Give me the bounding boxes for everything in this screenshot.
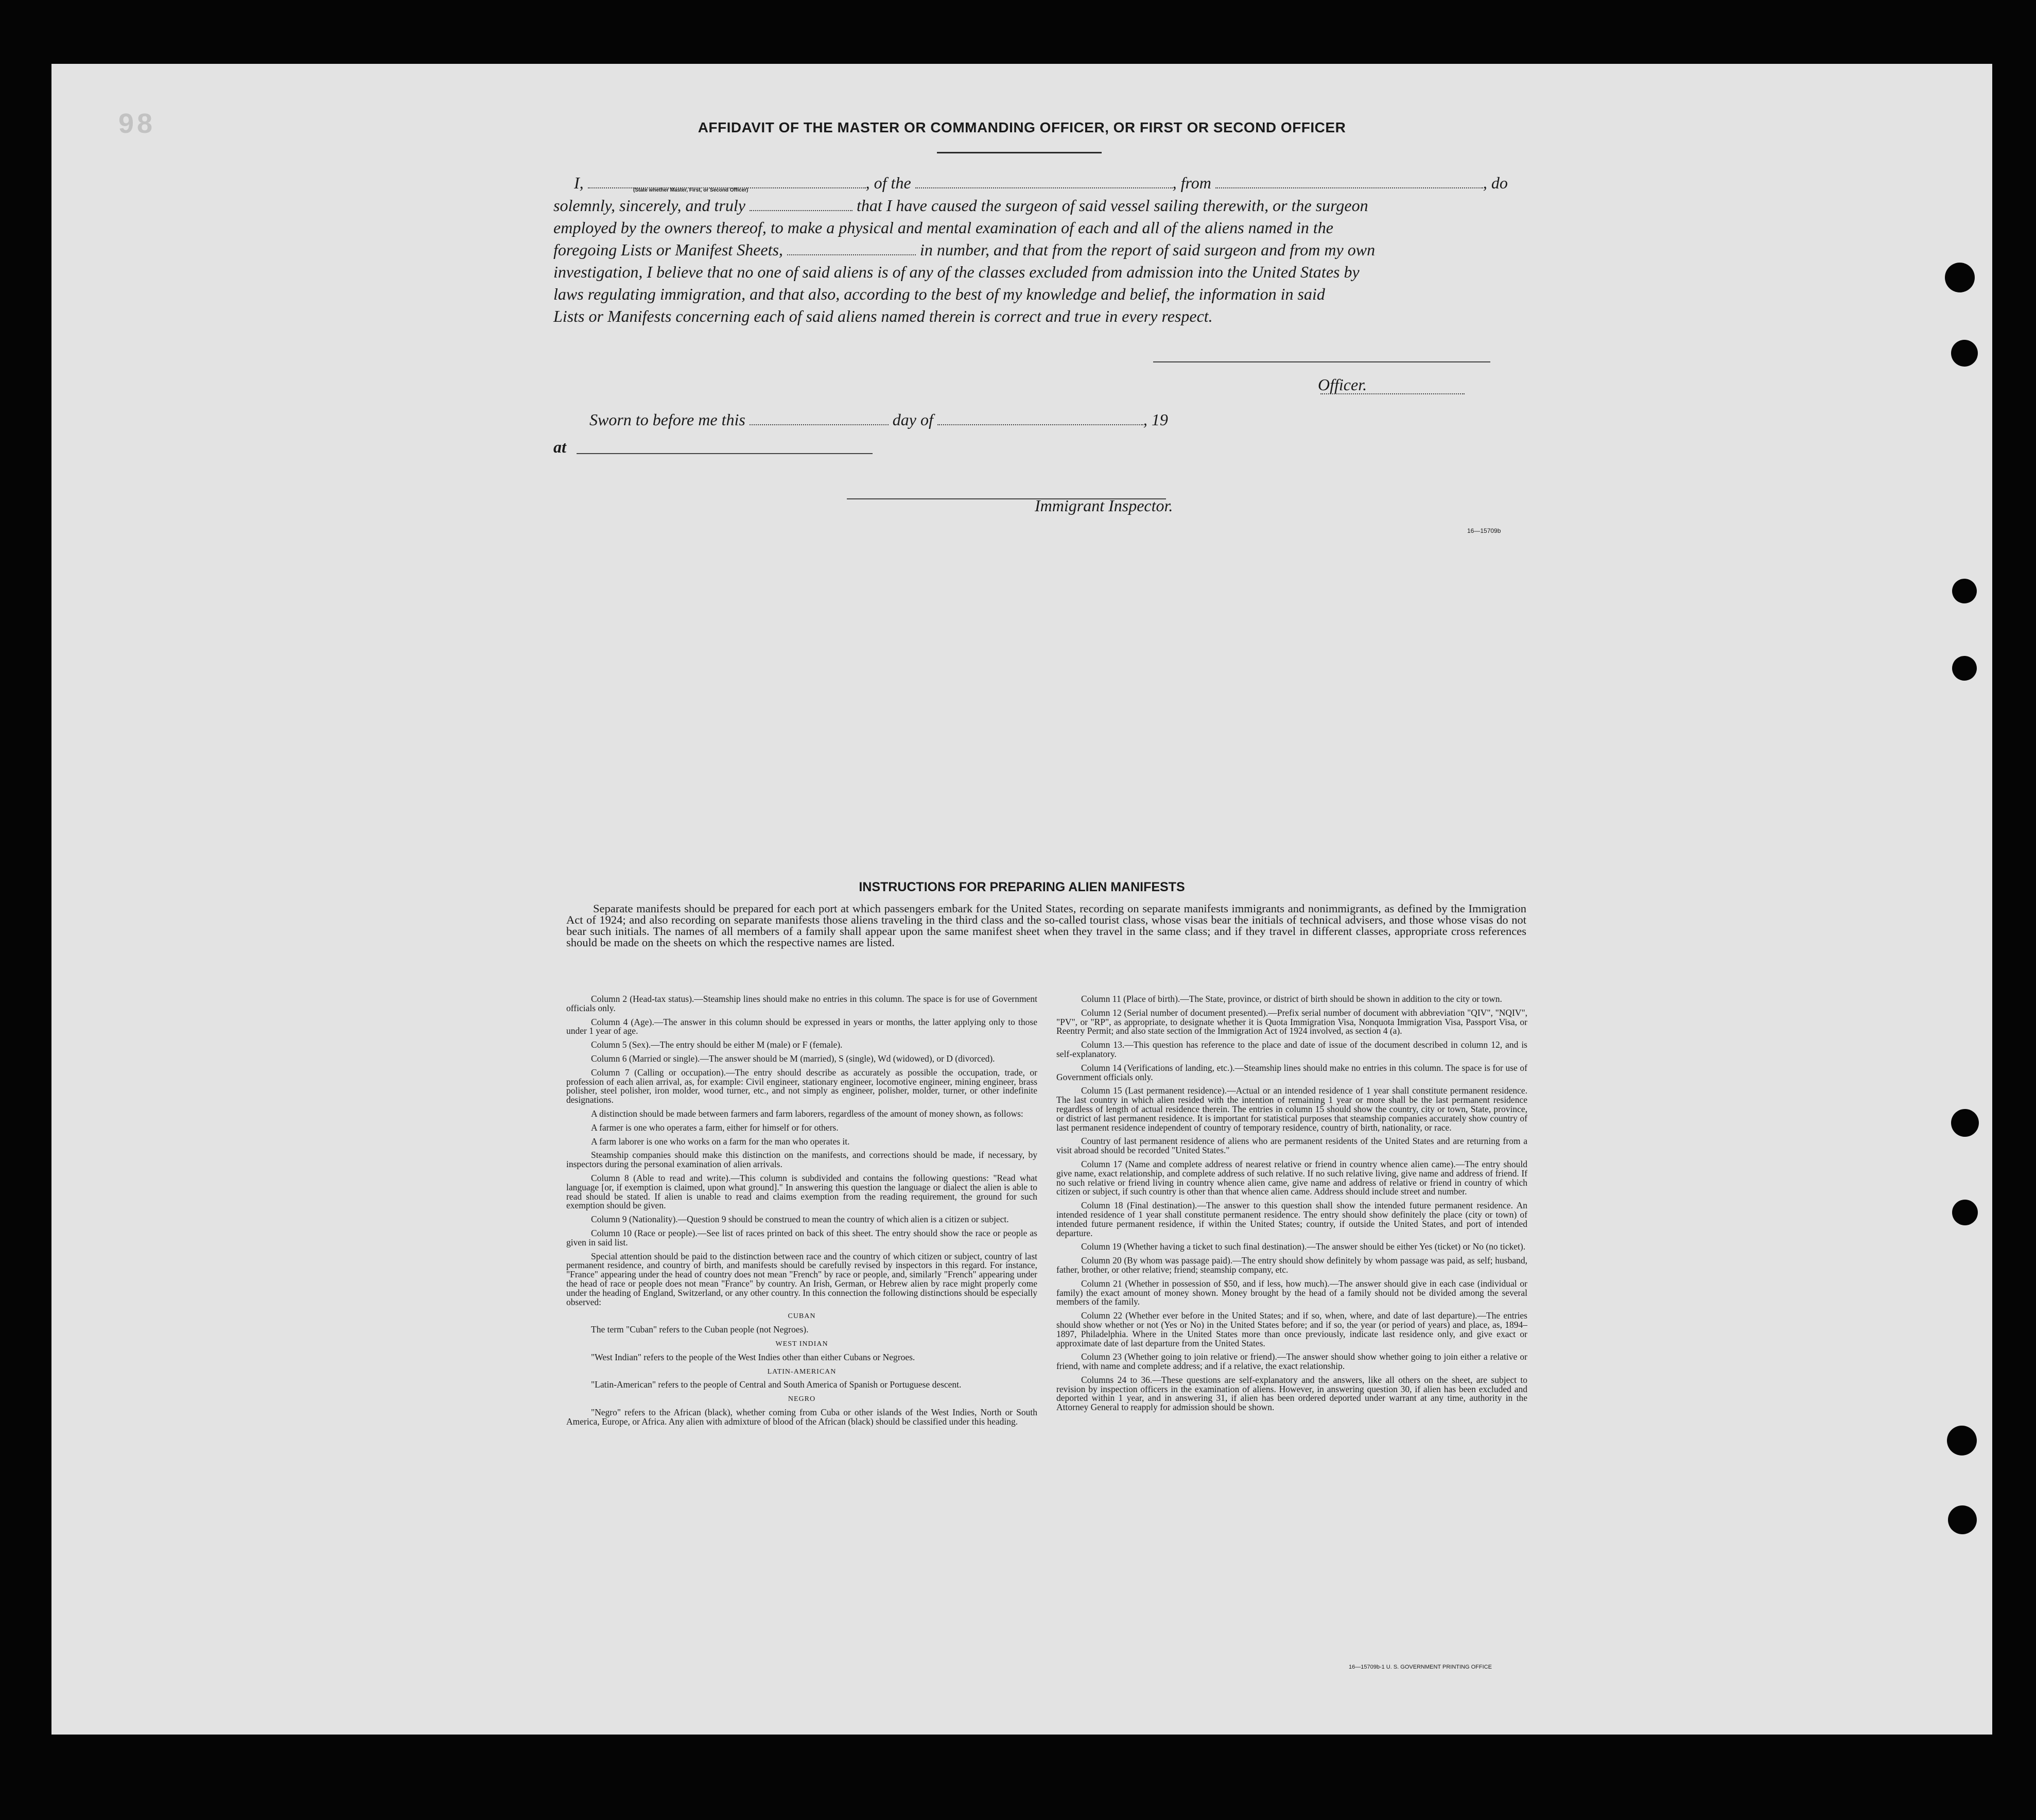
instructions-left-column bbox=[566, 995, 1037, 1431]
officer-rank-blank[interactable] bbox=[588, 173, 866, 188]
sheet-count-blank[interactable] bbox=[787, 240, 916, 255]
sworn-line: Sworn to before me this day of , 19 bbox=[589, 410, 1168, 429]
affidavit-line-6: laws regulating immigration, and that also, according to the best of my knowledge and belief, the information in said bbox=[553, 285, 1325, 303]
negro-definition: "Negro" refers to the African (black), whether coming from Cuba or other islands of the West Indies, North or South America, Europe, or Africa. Any alien with admixture of blood of the African (black) should be classified under this heading. bbox=[566, 1407, 1037, 1427]
punch-hole-icon bbox=[1952, 579, 1977, 603]
punch-hole-icon bbox=[1951, 340, 1978, 367]
instructions-title: INSTRUCTIONS FOR PREPARING ALIEN MANIFESTS bbox=[859, 880, 1185, 894]
printing-office-footnote: 16—15709b-1 U. S. GOVERNMENT PRINTING OFFICE bbox=[1349, 1664, 1492, 1670]
inspector-label: Immigrant Inspector. bbox=[1035, 496, 1173, 515]
state-whether-note: (State whether Master, First, or Second Officer) bbox=[633, 187, 749, 193]
punch-hole-icon bbox=[1952, 656, 1977, 681]
affidavit-line-5: investigation, I believe that no one of said aliens is of any of the classes excluded from admission into the United States by bbox=[553, 263, 1360, 281]
cuban-definition: The term "Cuban" refers to the Cuban people (not Negroes). bbox=[591, 1324, 809, 1335]
title-rule bbox=[937, 152, 1102, 153]
instruction-paragraph: Column 23 (Whether going to join relative or friend).—The answer should show whether going to join either a relative or friend, with name and complete address; and if a relative, the exact relationship. bbox=[1056, 1351, 1527, 1372]
form-number: 16—15709b bbox=[1467, 527, 1501, 534]
sworn-month-blank[interactable] bbox=[937, 410, 1143, 425]
affidavit-title: AFFIDAVIT OF THE MASTER OR COMMANDING OFFICER, OR FIRST OR SECOND OFFICER bbox=[698, 119, 1346, 135]
negro-heading: NEGRO bbox=[788, 1395, 816, 1403]
instruction-paragraph: Column 6 (Married or single).—The answer should be M (married), S (single), Wd (widowed), or D (divorced). bbox=[591, 1053, 995, 1064]
manifest-sheet bbox=[51, 64, 1992, 1735]
instruction-paragraph: A farm laborer is one who works on a farm for the man who operates it. bbox=[591, 1136, 850, 1147]
affidavit-line-3: employed by the owners thereof, to make a physical and mental examination of each and all of the aliens named in the bbox=[553, 218, 1333, 237]
cuban-heading: CUBAN bbox=[788, 1312, 816, 1321]
instruction-paragraph: Column 18 (Final destination).—The answer to this question shall show the intended future permanent residence. An intended residence of 1 year shall constitute permanent residence. The entry should show definitely the place (city or town) of intended future permanent residence, if within the United States; country, if outside the United States, and port of intended departure. bbox=[1056, 1200, 1527, 1238]
instruction-paragraph: Column 12 (Serial number of document presented).—Prefix serial number of document with abbreviation "QIV", "NQIV", "PV", or "RP", as appropriate, to designate whether it is Quota Immigration Visa, Nonquota Immigration Visa, Passport Visa, or Reentry Permit; and also state section of the Immigration Act of 1924 involved, as section 4 (a). bbox=[1056, 1007, 1527, 1036]
instructions-intro: Separate manifests should be prepared for each port at which passengers embark for the United States, recording on separate manifests immigrants and nonimmigrants, as defined by the Immigration Act of 1924; and also recording on separate manifests those aliens traveling in the third class and the so-called tourist class, whose visas bear the initials of technical advisers, and those whose visas do not bear such initials. The names of all members of a family shall appear upon the same manifest sheet when they travel in the same class; and if they travel in different classes, appropriate cross references should be made on the sheets on which the respective names are listed. bbox=[566, 902, 1526, 949]
instruction-paragraph: Steamship companies should make this distinction on the manifests, and corrections should be made, if necessary, by inspectors during the personal examination of alien arrivals. bbox=[566, 1150, 1037, 1170]
instruction-paragraph: Column 21 (Whether in possession of $50, and if less, how much).—The answer should give in each case (individual or family) the exact amount of money shown. Money brought by the head of a family should not be divided among the several members of the family. bbox=[1056, 1278, 1527, 1307]
instruction-paragraph: Column 19 (Whether having a ticket to such final destination).—The answer should be either Yes (ticket) or No (no ticket). bbox=[1081, 1241, 1526, 1252]
instruction-paragraph: A farmer is one who operates a farm, either for himself or for others. bbox=[591, 1122, 839, 1133]
west-indian-heading: WEST INDIAN bbox=[775, 1340, 828, 1348]
at-place-line[interactable] bbox=[577, 453, 873, 454]
port-blank[interactable] bbox=[1215, 173, 1483, 188]
instruction-paragraph: Column 8 (Able to read and write).—This column is subdivided and contains the following questions: "Read what language [or, if exemption is claimed, upon what ground]." In answering this question the language or dialect the alien is able to read should be stated. If alien is unable to read and claims exemption from the reading requirement, the ground for such exemption should be given. bbox=[566, 1172, 1037, 1211]
punch-hole-icon bbox=[1951, 1109, 1979, 1137]
punch-hole-icon bbox=[1947, 1426, 1977, 1455]
latin-american-heading: LATIN-AMERICAN bbox=[767, 1367, 837, 1376]
instruction-paragraph: Column 9 (Nationality).—Question 9 should be construed to mean the country of which alien is a citizen or subject. bbox=[591, 1214, 1009, 1225]
at-label: at bbox=[553, 438, 566, 456]
corner-stamp: 98 bbox=[118, 108, 156, 139]
latin-american-definition: "Latin-American" refers to the people of Central and South America of Spanish or Portuguese descent. bbox=[591, 1379, 962, 1390]
vessel-blank[interactable] bbox=[915, 173, 1173, 188]
instruction-paragraph: Column 5 (Sex).—The entry should be either M (male) or F (female). bbox=[591, 1039, 843, 1050]
instruction-paragraph: Column 14 (Verifications of landing, etc.).—Steamship lines should make no entries in this column. The space is for use of Government officials only. bbox=[1056, 1062, 1527, 1082]
west-indian-definition: "West Indian" refers to the people of the West Indies other than either Cubans or Negroes. bbox=[591, 1351, 915, 1362]
affidavit-line-1: I, , of the , from , do bbox=[574, 174, 1508, 192]
affidavit-line-7: Lists or Manifests concerning each of said aliens named therein is correct and true in every respect. bbox=[553, 307, 1213, 325]
instruction-paragraph: Column 20 (By whom was passage paid).—The entry should show definitely by whom passage was paid, as self; husband, father, brother, or other relative; friend; steamship company, etc. bbox=[1056, 1255, 1527, 1275]
officer-signature-line[interactable] bbox=[1153, 361, 1490, 362]
instruction-paragraph: Special attention should be paid to the distinction between race and the country of which citizen or subject, country of last permanent residence, and country of birth, and manifests should be carefully revised by inspectors in this regard. For instance, "France" appearing under the head of country does not mean "French" by race or people, and, similarly "French" appearing under the head of race or people does not mean "France" by country. An Irish, German, or Hebrew alien by race might properly come under the heading of England, Switzerland, or any other country. In this connection the following distinctions should be especially observed: bbox=[566, 1251, 1037, 1307]
instruction-paragraph: Columns 24 to 36.—These questions are self-explanatory and the answers, like all others on the sheet, are subject to revision by inspection officers in the examination of aliens. However, in answering question 30, if alien has been excluded and deported within 1 year, and in answering 31, if alien has been ordered deported under warrant at any time, authority in the Attorney General to reapply for admission should be shown. bbox=[1056, 1374, 1527, 1413]
instruction-paragraph: Column 4 (Age).—The answer in this column should be expressed in years or months, the latter applying only to those under 1 year of age. bbox=[566, 1016, 1037, 1036]
affidavit-line-4: foregoing Lists or Manifest Sheets, in number, and that from the report of said surgeon and from my own bbox=[553, 240, 1376, 259]
affidavit-line-2: solemnly, sincerely, and truly that I have caused the surgeon of said vessel sailing therewith, or the surgeon bbox=[553, 196, 1368, 215]
officer-label: Officer. bbox=[1318, 375, 1367, 394]
oath-blank[interactable] bbox=[750, 196, 852, 211]
instruction-paragraph: A distinction should be made between farmers and farm laborers, regardless of the amount of money shown, as follows: bbox=[591, 1108, 1023, 1119]
instruction-paragraph: Column 2 (Head-tax status).—Steamship lines should make no entries in this column. The space is for use of Government officials only. bbox=[566, 994, 1037, 1013]
instructions-right-column bbox=[1056, 995, 1527, 1417]
punch-hole-icon bbox=[1948, 1505, 1977, 1534]
instruction-paragraph: Column 17 (Name and complete address of nearest relative or friend in country whence alien came).—The entry should give name, exact relationship, and complete address of such relative. If no such relative living, give name and address of friend. If no such relative or friend living in country whence alien came, give name and address of relative or friend in country of which citizen or subject, if such country is other than that whence alien came. Address should include street and number. bbox=[1056, 1158, 1527, 1197]
sworn-day-blank[interactable] bbox=[750, 410, 889, 425]
punch-hole-icon bbox=[1945, 263, 1975, 292]
instruction-paragraph: Column 13.—This question has reference to the place and date of issue of the document described in column 12, and is self-explanatory. bbox=[1056, 1039, 1527, 1059]
instruction-paragraph: Country of last permanent residence of aliens who are permanent residents of the United States and are returning from a visit abroad should be recorded "United States." bbox=[1056, 1136, 1527, 1156]
instruction-paragraph: Column 22 (Whether ever before in the United States; and if so, when, where, and date of last departure).—The entries should show whether or not (Yes or No) in the United States before; and if so, the year (or period of years) and place, as, 1894–1897, Philadelphia. Where in the United States more than once previously, indicate last residence only, and give exact or approximate date of last departure from the United States. bbox=[1056, 1310, 1527, 1348]
instruction-paragraph: Column 15 (Last permanent residence).—Actual or an intended residence of 1 year shall constitute permanent residence. The last country in which alien resided with the intention of remaining 1 year or more shall be the last permanent residence regardless of length of actual residence therein. The entries in column 15 should show the country, city or town, State, province, or district of last permanent residence. It is important for statistical purposes that steamship companies accurately show country of last permanent residence independent of country of temporary residence, country of birth, nationality, or race. bbox=[1056, 1085, 1527, 1133]
instruction-paragraph: Column 11 (Place of birth).—The State, province, or district of birth should be shown in addition to the city or town. bbox=[1081, 994, 1502, 1004]
instruction-paragraph: Column 7 (Calling or occupation).—The entry should describe as accurately as possible the occupation, trade, or profession of each alien arrival, as, for example: Civil engineer, stationary engineer, locomotive engineer, mining engineer, brass polisher, steel polisher, iron molder, wood turner, etc., and not simply as engineer, polisher, molder, turner, or other indefinite designations. bbox=[566, 1067, 1037, 1105]
punch-hole-icon bbox=[1952, 1200, 1978, 1225]
instruction-paragraph: Column 10 (Race or people).—See list of races printed on back of this sheet. The entry should show the race or people as given in said list. bbox=[566, 1227, 1037, 1247]
